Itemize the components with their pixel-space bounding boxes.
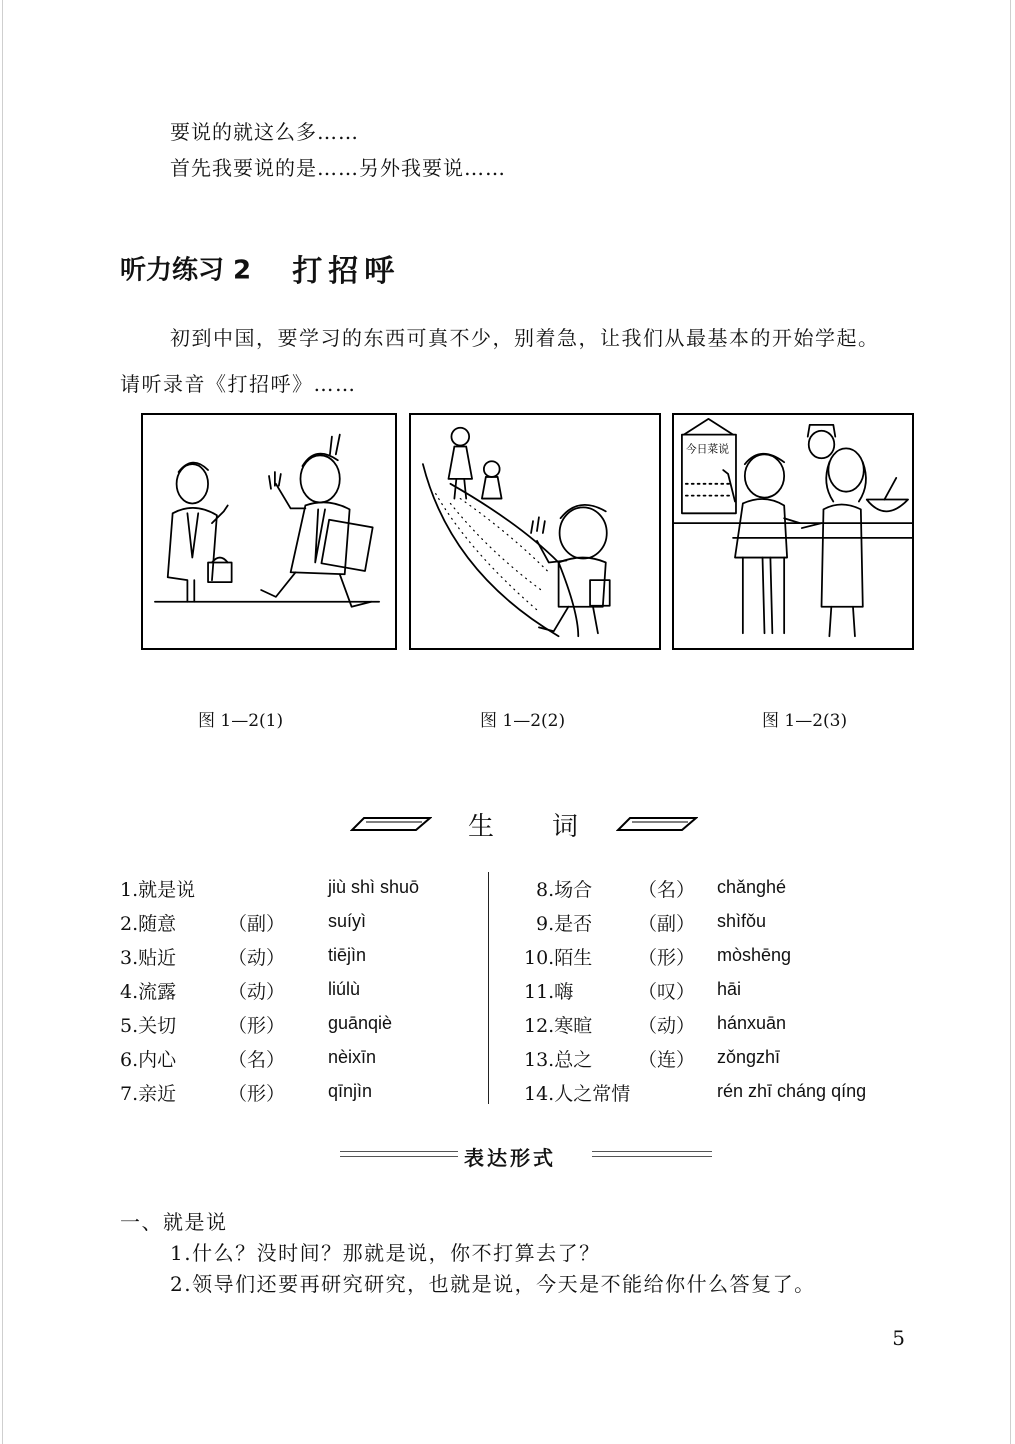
figure-1-caption: 图 1—2(1) — [198, 711, 284, 731]
section-subtitle: 打招呼 — [292, 254, 401, 289]
vocab-header-left-mark — [350, 816, 432, 832]
vocab-item-10 — [524, 943, 592, 970]
vocab-word: 贴近 — [138, 947, 177, 969]
vocab-pinyin-4: liúlù — [328, 979, 361, 999]
figure-3-caption: 图 1—2(3) — [762, 711, 848, 731]
vocab-pinyin-7: qīnjìn — [328, 1081, 373, 1101]
vocab-pos-8: （名） — [638, 879, 696, 901]
vocab-pos-13: （连） — [638, 1049, 696, 1071]
vocab-pos-2: （副） — [228, 913, 286, 935]
vocab-pinyin-11: hāi — [717, 979, 742, 999]
vocab-word: 随意 — [138, 913, 177, 935]
vocab-num: 1. — [120, 879, 139, 901]
vocab-pos-7: （形） — [228, 1083, 286, 1105]
section-title-row — [120, 246, 401, 289]
vocab-item-3 — [120, 943, 176, 970]
vocab-pinyin-2: suíyì — [328, 911, 367, 931]
page-number: 5 — [892, 1326, 905, 1350]
vocab-pos-12: （动） — [638, 1015, 696, 1037]
vocab-pos-5: （形） — [228, 1015, 286, 1037]
vocab-word: 寒暄 — [554, 1015, 593, 1037]
vocab-item-8 — [536, 875, 592, 902]
vocab-num: 7. — [120, 1083, 139, 1105]
vocab-item-5 — [120, 1011, 176, 1038]
vocab-pos-11: （叹） — [638, 981, 696, 1003]
vocab-pinyin-5: guānqiè — [328, 1013, 393, 1033]
vocab-pos-4: （动） — [228, 981, 286, 1003]
vocab-word: 关切 — [138, 1015, 177, 1037]
vocab-pinyin-14: rén zhī cháng qíng — [717, 1081, 867, 1101]
figure-1-illustration — [141, 413, 397, 650]
vocab-word: 是否 — [554, 913, 593, 935]
vocab-item-9 — [536, 909, 592, 936]
page-edge-right — [1010, 0, 1011, 1444]
vocab-item-2 — [120, 909, 176, 936]
figure-3-drawing — [674, 415, 912, 648]
expressions-header — [340, 1140, 712, 1170]
vocab-item-1 — [120, 875, 195, 902]
intro-line-1: 要说的就这么多…… — [170, 120, 359, 144]
vocab-num: 13. — [524, 1049, 555, 1071]
figure-2-caption: 图 1—2(2) — [480, 711, 566, 731]
vocab-pinyin-8: chǎnghé — [717, 877, 787, 897]
vocab-pinyin-3: tiējìn — [328, 945, 367, 965]
vocab-item-11 — [524, 977, 573, 1004]
paragraph-line-2: 请听录音《打招呼》…… — [120, 372, 357, 396]
vocab-pinyin-1: jiù shì shuō — [328, 877, 420, 897]
expressions-title: 表达形式 — [464, 1146, 556, 1170]
vocab-num: 14. — [524, 1083, 555, 1105]
page-edge-left — [2, 0, 3, 1444]
figure-1-drawing — [143, 415, 395, 648]
vocab-pos-3: （动） — [228, 947, 286, 969]
vocab-item-4 — [120, 977, 176, 1004]
vocab-word: 流露 — [138, 981, 177, 1003]
vocab-word: 陌生 — [554, 947, 593, 969]
vocab-num: 6. — [120, 1049, 139, 1071]
vocab-word: 总之 — [554, 1049, 593, 1071]
vocab-word: 就是说 — [138, 879, 196, 901]
vocab-word: 亲近 — [138, 1083, 177, 1105]
vocab-num: 4. — [120, 981, 139, 1003]
vocab-num: 8. — [536, 879, 555, 901]
vocab-num: 10. — [524, 947, 555, 969]
vocab-pos-6: （名） — [228, 1049, 286, 1071]
vocab-word: 嗨 — [554, 981, 574, 1003]
vocab-pinyin-6: nèixīn — [328, 1047, 377, 1067]
vocab-pinyin-9: shìfǒu — [717, 911, 767, 931]
figure-3-sign-text: 今日菜说 — [685, 442, 730, 456]
expressions-rule-left — [340, 1151, 458, 1157]
expression-example-1: 1.什么？没时间？那就是说，你不打算去了？ — [170, 1241, 601, 1265]
vocab-num: 9. — [536, 913, 555, 935]
vocab-title: 生词 — [468, 812, 637, 842]
vocab-item-7 — [120, 1079, 176, 1106]
vocab-num: 5. — [120, 1015, 139, 1037]
section-title: 听力练习 2 — [120, 255, 252, 286]
vocab-word: 内心 — [138, 1049, 177, 1071]
vocab-num: 12. — [524, 1015, 555, 1037]
vocab-word: 人之常情 — [554, 1083, 631, 1105]
vocab-num: 3. — [120, 947, 139, 969]
paragraph-line-1: 初到中国，要学习的东西可真不少，别着急，让我们从最基本的开始学起。 — [170, 326, 880, 350]
vocab-num: 2. — [120, 913, 139, 935]
vocab-item-12 — [524, 1011, 592, 1038]
vocab-item-14 — [524, 1079, 630, 1106]
vocab-pinyin-13: zǒngzhī — [717, 1047, 781, 1067]
figure-2-illustration — [409, 413, 661, 650]
vocab-header — [350, 806, 700, 846]
figure-2-drawing — [411, 415, 659, 648]
vocab-word: 场合 — [554, 879, 593, 901]
vocab-item-13 — [524, 1045, 592, 1072]
vocab-pos-10: （形） — [638, 947, 696, 969]
vocab-num: 11. — [524, 981, 555, 1003]
vocab-item-6 — [120, 1045, 176, 1072]
figure-3-illustration — [672, 413, 914, 650]
vocab-pinyin-12: hánxuān — [717, 1013, 787, 1033]
vocab-column-divider — [488, 872, 489, 1104]
expression-heading: 一、就是说 — [120, 1210, 228, 1234]
vocab-pos-9: （副） — [638, 913, 696, 935]
vocab-header-right-mark — [616, 816, 698, 832]
vocab-pinyin-10: mòshēng — [717, 945, 792, 965]
expression-example-2: 2.领导们还要再研究研究，也就是说，今天是不能给你什么答复了。 — [170, 1272, 816, 1296]
intro-line-2: 首先我要说的是……另外我要说…… — [170, 156, 506, 180]
expressions-rule-right — [592, 1151, 712, 1157]
